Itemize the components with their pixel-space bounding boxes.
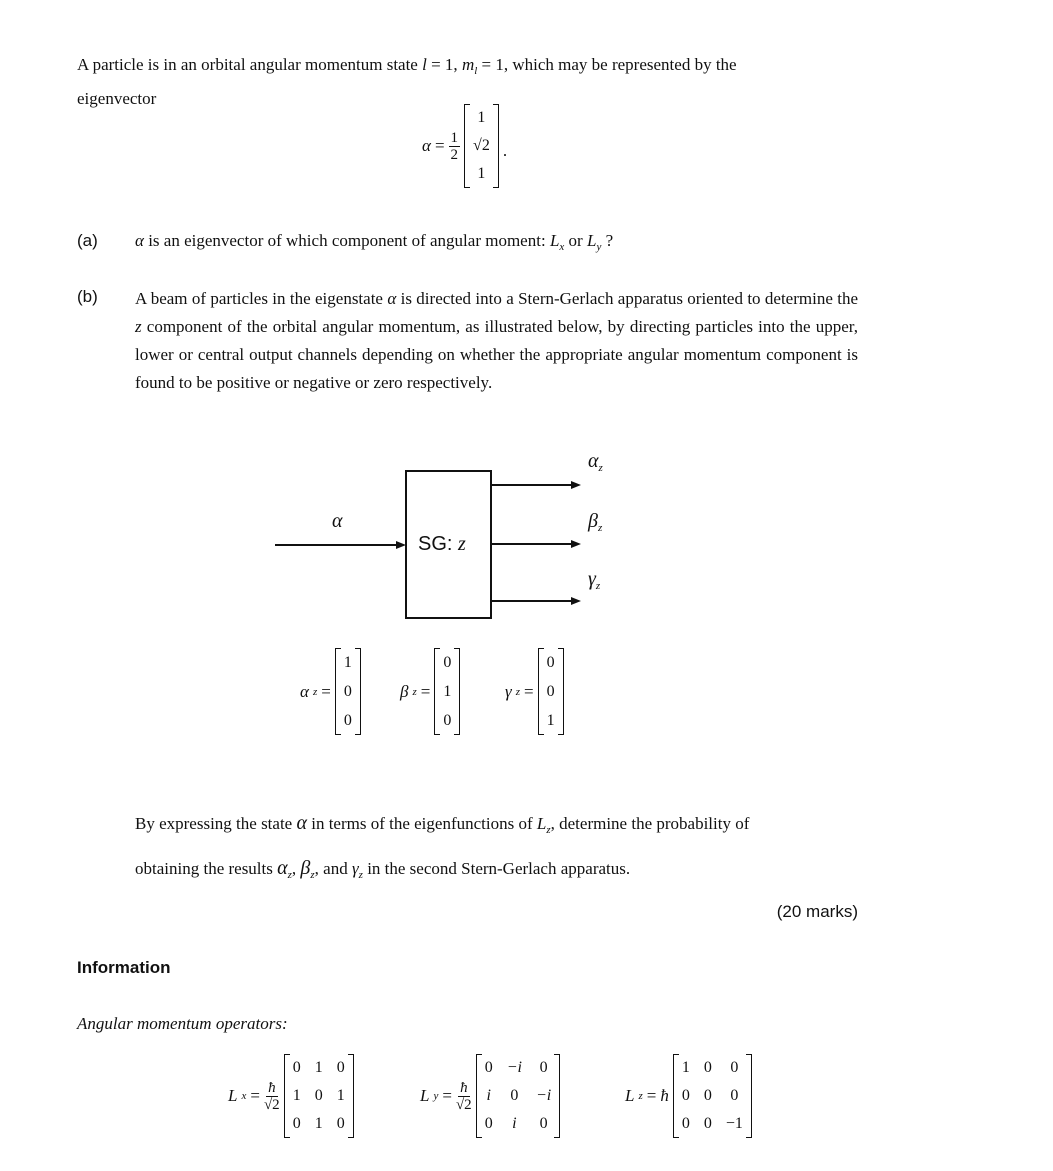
var-m-sub: l — [474, 65, 478, 77]
sub: z — [638, 1090, 643, 1102]
marks: (20 marks) — [776, 902, 858, 921]
Lx: L — [549, 231, 560, 250]
alpha-vector — [464, 104, 499, 188]
denominator: 2 — [450, 146, 459, 163]
text: A beam of particles in the eigenstate — [135, 289, 388, 308]
matrix-entry: 0 — [484, 1115, 493, 1132]
eigvec-alpha — [300, 648, 361, 735]
sym: β — [400, 681, 409, 701]
numerator: 1 — [450, 129, 459, 146]
part-a-label: (a) — [77, 231, 98, 250]
sub: z — [358, 869, 363, 881]
matrix-entry: 0 — [703, 1087, 712, 1104]
sub: z — [546, 824, 551, 836]
text: , and — [314, 859, 352, 878]
matrix-entry: 1 — [681, 1059, 690, 1076]
denominator: √2 — [263, 1096, 280, 1113]
matrix-entry: 0 — [703, 1059, 712, 1076]
sub: z — [310, 869, 315, 881]
matrix-entry: −i — [535, 1087, 552, 1104]
vector-entry: 1 — [477, 109, 486, 126]
arrow-head — [571, 540, 581, 548]
vector-entry: √2 — [473, 137, 490, 154]
sub: z — [597, 522, 603, 534]
vector-entry: 0 — [546, 683, 555, 700]
matrix-entry: i — [486, 1087, 491, 1104]
hbar: ħ — [660, 1086, 669, 1105]
sub: y — [433, 1090, 439, 1102]
matrix-entry: 0 — [730, 1059, 739, 1076]
alpha-equation — [422, 104, 507, 188]
input-beam — [275, 544, 397, 546]
sub: z — [595, 580, 601, 592]
sub: z — [412, 685, 417, 698]
hbar: ħ — [460, 1079, 468, 1096]
L: L — [625, 1086, 635, 1105]
vector-entry: 1 — [546, 712, 555, 729]
arrow-head — [571, 597, 581, 605]
beta-symbol: β — [300, 857, 311, 879]
vector-entry: 1 — [443, 683, 452, 700]
alpha-symbol: α — [277, 857, 288, 879]
matrix-entry: 0 — [539, 1059, 548, 1076]
intro-text: = 1, — [426, 55, 462, 74]
operator-Lx — [228, 1054, 354, 1138]
text: , determine the probability of — [550, 814, 750, 833]
output-label-beta — [588, 510, 602, 534]
sub: x — [241, 1090, 247, 1102]
equals-sign: = — [434, 136, 445, 155]
period: . — [502, 141, 508, 160]
z-symbol: z — [135, 317, 142, 336]
arrow-head — [571, 481, 581, 489]
vector-entry: 1 — [343, 654, 352, 671]
equals-sign: = — [250, 1086, 260, 1105]
sub: z — [598, 462, 603, 474]
operator-Lz — [625, 1054, 752, 1138]
intro-text: A particle is in an orbital angular momentum state — [77, 55, 423, 74]
L: L — [536, 814, 547, 833]
text: By expressing the state — [135, 814, 297, 833]
fraction — [264, 1080, 280, 1113]
z-symbol: z — [458, 533, 466, 555]
matrix — [476, 1054, 561, 1138]
sub: z — [287, 869, 292, 881]
matrix-entry: i — [512, 1115, 517, 1132]
text: obtaining the results — [135, 859, 278, 878]
input-label: α — [332, 510, 343, 532]
vector — [538, 648, 564, 735]
fraction — [456, 1080, 472, 1113]
text: or — [564, 231, 587, 250]
operators-subheading: Angular momentum operators: — [77, 1014, 288, 1033]
matrix-entry: 1 — [292, 1087, 301, 1104]
output-label-alpha — [588, 450, 603, 474]
vector — [434, 648, 460, 735]
matrix-entry: −i — [506, 1059, 522, 1076]
intro-text: eigenvector — [77, 89, 157, 108]
vector-entry: 1 — [477, 165, 486, 182]
L: L — [228, 1086, 238, 1105]
hbar: ħ — [268, 1079, 276, 1096]
equals-sign: = — [442, 1086, 452, 1105]
matrix-entry: −1 — [725, 1115, 743, 1132]
output-beam-up — [490, 484, 572, 486]
matrix-entry: 0 — [314, 1087, 323, 1104]
sym: α — [588, 450, 599, 472]
equals-sign: = — [420, 681, 431, 701]
eigvec-gamma — [505, 648, 564, 735]
matrix — [284, 1054, 354, 1138]
matrix-entry: 0 — [681, 1087, 690, 1104]
matrix-entry: 0 — [681, 1115, 690, 1132]
Ly: L — [586, 231, 597, 250]
matrix-entry: 0 — [510, 1087, 519, 1104]
information-heading: Information — [77, 958, 171, 977]
sym: α — [300, 681, 309, 701]
equals-sign: = — [646, 1086, 657, 1105]
matrix-entry: 1 — [314, 1059, 323, 1076]
alpha-symbol: α — [387, 289, 397, 308]
text: in terms of the eigenfunctions of — [306, 814, 537, 833]
vector — [335, 648, 361, 735]
vector-entry: 0 — [443, 712, 452, 729]
matrix — [673, 1054, 752, 1138]
output-beam-down — [490, 600, 572, 602]
sym: γ — [505, 681, 512, 701]
matrix-entry: 0 — [336, 1115, 345, 1132]
part-b-text — [135, 285, 858, 397]
matrix-entry: 1 — [314, 1115, 323, 1132]
matrix-entry: 0 — [292, 1115, 301, 1132]
matrix-entry: 0 — [336, 1059, 345, 1076]
fraction — [449, 130, 461, 163]
var-l: l — [422, 55, 427, 74]
operator-Ly — [420, 1054, 560, 1138]
part-a-text — [135, 231, 613, 253]
text: component of the orbital angular momentum, as illustrated below, by directing particles into the upper, lower or central output channels depending on whether the appropriate angular momentum component is found to be positive or negative or zero respectively. — [135, 317, 858, 392]
vector-entry: 0 — [443, 654, 452, 671]
matrix-entry: 1 — [336, 1087, 345, 1104]
vector-entry: 0 — [546, 654, 555, 671]
output-beam-center — [490, 543, 572, 545]
text: in the second Stern-Gerlach apparatus. — [362, 859, 631, 878]
matrix-entry: 0 — [703, 1115, 712, 1132]
text: SG: — [418, 533, 459, 555]
part-b-label: (b) — [77, 287, 98, 306]
L: L — [420, 1086, 430, 1105]
text: ? — [601, 231, 614, 250]
question-text — [135, 804, 865, 894]
sg-box-label — [418, 533, 466, 556]
equals-sign: = — [523, 681, 534, 701]
vector-entry: 0 — [343, 712, 352, 729]
output-label-gamma — [588, 568, 600, 592]
gamma-symbol: γ — [351, 859, 359, 878]
matrix-entry: 0 — [484, 1059, 493, 1076]
matrix-entry: 0 — [730, 1087, 739, 1104]
equals-sign: = — [321, 681, 331, 701]
text: is an eigenvector of which component of angular moment: — [143, 231, 550, 250]
matrix-entry: 0 — [292, 1059, 301, 1076]
var-m: m — [461, 55, 475, 74]
alpha-symbol: α — [296, 812, 307, 834]
sym: β — [588, 510, 598, 532]
sub: z — [312, 685, 318, 698]
alpha-symbol: α — [135, 231, 144, 250]
sub: z — [515, 685, 520, 698]
vector-entry: 0 — [343, 683, 352, 700]
alpha-symbol: α — [422, 136, 431, 155]
denominator: √2 — [455, 1096, 472, 1113]
matrix-entry: 0 — [539, 1115, 548, 1132]
sub: y — [596, 241, 602, 253]
sym: γ — [588, 568, 596, 590]
text: , — [291, 859, 301, 878]
eigvec-beta — [400, 648, 460, 735]
intro-text: = 1, which may be represented by the — [477, 55, 737, 74]
text: is directed into a Stern-Gerlach apparatus oriented to determine the — [396, 289, 858, 308]
sub: x — [559, 241, 565, 253]
